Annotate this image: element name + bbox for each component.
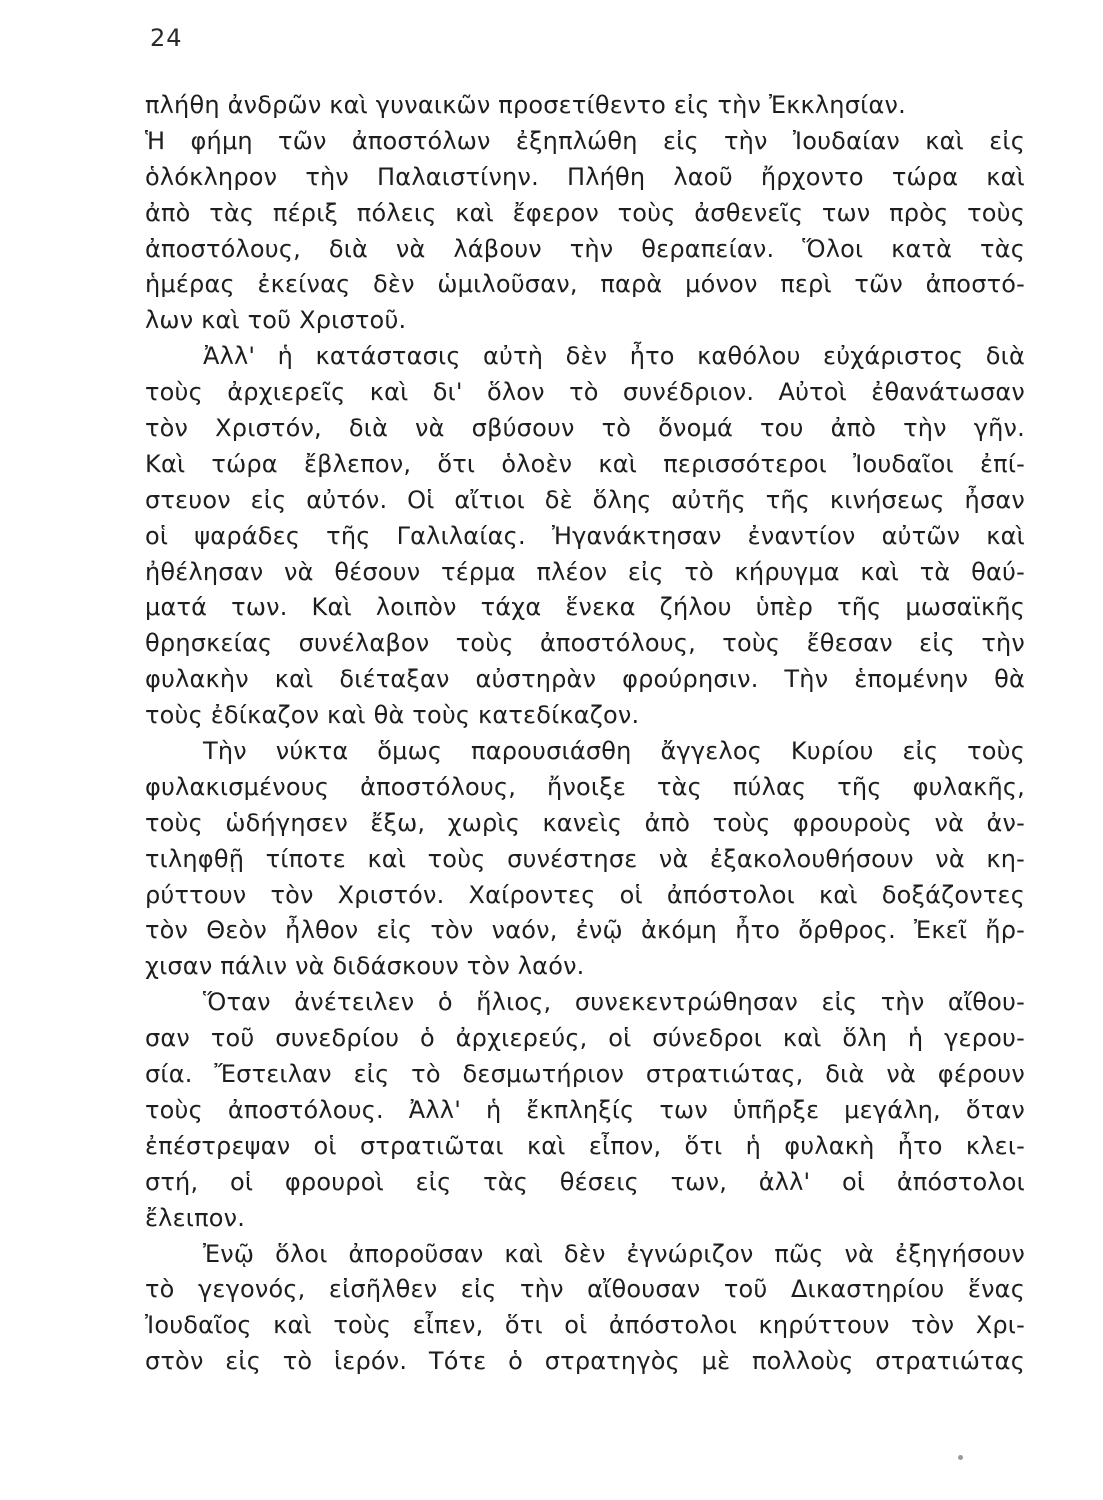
text-line: Ἡ φήμη τῶν ἀποστόλων ἐξηπλώθη εἰς τὴν Ἰουδαίαν καὶ εἰς — [145, 126, 1025, 155]
text-line: ἠθέλησαν νὰ θέσουν τέρμα πλέον εἰς τὸ κήρυγμα καὶ τὰ θαύ- — [145, 557, 1025, 586]
text-line: στή, οἱ φρουροὶ εἰς τὰς θέσεις των, ἀλλ' οἱ ἀπόστολοι — [145, 1167, 1025, 1196]
text-line: τοὺς ὡδήγησεν ἔξω, χωρὶς κανεὶς ἀπὸ τοὺς φρουροὺς νὰ ἀν- — [145, 808, 1025, 837]
text-line: τὸ γεγονός, εἰσῆλθεν εἰς τὴν αἴθουσαν τοῦ Δικαστηρίου ἕνας — [145, 1275, 1025, 1304]
text-line: φυλακὴν καὶ διέταξαν αὐστηρὰν φρούρησιν. Τὴν ἑπομένην θὰ — [145, 665, 1025, 694]
print-speck — [958, 1455, 963, 1460]
page-number: 24 — [150, 24, 183, 52]
text-line: Τὴν νύκτα ὅμως παρουσιάσθη ἄγγελος Κυρίου εἰς τοὺς — [203, 737, 1025, 766]
text-line: τοὺς ἐδίκαζον καὶ θὰ τοὺς κατεδίκαζον. — [145, 701, 640, 730]
text-line: τοὺς ἀρχιερεῖς καὶ δι' ὅλον τὸ συνέδριον. Αὐτοὶ ἐθανάτωσαν — [145, 378, 1025, 407]
text-line: ἀπὸ τὰς πέριξ πόλεις καὶ ἔφερον τοὺς ἀσθενεῖς των πρὸς τοὺς — [145, 198, 1025, 227]
text-line: σαν τοῦ συνεδρίου ὁ ἀρχιερεύς, οἱ σύνεδροι καὶ ὅλη ἡ γερου- — [145, 1024, 1025, 1053]
text-line: χισαν πάλιν νὰ διδάσκουν τὸν λαόν. — [145, 952, 585, 981]
text-line: στὸν εἰς τὸ ἱερόν. Τότε ὁ στρατηγὸς μὲ πολλοὺς στρατιώτας — [145, 1347, 1025, 1376]
body-text — [145, 88, 1025, 1380]
text-line: στευον εἰς αὐτόν. Οἱ αἴτιοι δὲ ὅλης αὐτῆς τῆς κινήσεως ἦσαν — [145, 485, 1025, 514]
text-line: τὸν Χριστόν, διὰ νὰ σβύσουν τὸ ὄνομά του ἀπὸ τὴν γῆν. — [145, 414, 1025, 443]
text-line: ἔλειπον. — [145, 1203, 246, 1232]
text-line: πλήθη ἀνδρῶν καὶ γυναικῶν προσετίθεντο εἰς τὴν Ἐκκλησίαν. — [145, 91, 906, 119]
text-line: Ὅταν ἀνέτειλεν ὁ ἥλιος, συνεκεντρώθησαν εἰς τὴν αἴθου- — [203, 988, 1025, 1017]
text-line: φυλακισμένους ἀποστόλους, ἤνοιξε τὰς πύλας τῆς φυλακῆς, — [145, 772, 1025, 801]
text-line: λων καὶ τοῦ Χριστοῦ. — [145, 306, 407, 335]
text-line: ἡμέρας ἐκείνας δὲν ὡμιλοῦσαν, παρὰ μόνον περὶ τῶν ἀποστό- — [145, 270, 1025, 299]
text-line: Ἰουδαῖος καὶ τοὺς εἶπεν, ὅτι οἱ ἀπόστολοι κηρύττουν τὸν Χρι- — [145, 1311, 1025, 1340]
text-line: Ἀλλ' ἡ κατάστασις αὐτὴ δὲν ἦτο καθόλου εὐχάριστος διὰ — [203, 342, 1025, 371]
text-line: ἐπέστρεψαν οἱ στρατιῶται καὶ εἶπον, ὅτι ἡ φυλακὴ ἦτο κλει- — [145, 1131, 1025, 1160]
text-line: ὁλόκληρον τὴν Παλαιστίνην. Πλήθη λαοῦ ἤρχοντο τώρα καὶ — [145, 162, 1025, 191]
text-line: τὸν Θεὸν ἦλθον εἰς τὸν ναόν, ἐνῷ ἀκόμη ἦτο ὄρθρος. Ἐκεῖ ἤρ- — [145, 916, 1025, 945]
text-line: τοὺς ἀποστόλους. Ἀλλ' ἡ ἔκπληξίς των ὑπῆρξε μεγάλη, ὅταν — [145, 1095, 1025, 1124]
text-line: ἀποστόλους, διὰ νὰ λάβουν τὴν θεραπείαν. Ὅλοι κατὰ τὰς — [145, 234, 1025, 263]
text-line: ρύττουν τὸν Χριστόν. Χαίροντες οἱ ἀπόστολοι καὶ δοξάζοντες — [145, 880, 1025, 909]
text-line: σία. Ἔστειλαν εἰς τὸ δεσμωτήριον στρατιώτας, διὰ νὰ φέρουν — [145, 1060, 1025, 1089]
text-line: Καὶ τώρα ἔβλεπον, ὅτι ὁλοὲν καὶ περισσότεροι Ἰουδαῖοι ἐπί- — [145, 449, 1025, 478]
text-line: θρησκείας συνέλαβον τοὺς ἀποστόλους, τοὺς ἔθεσαν εἰς τὴν — [145, 629, 1025, 658]
text-line: οἱ ψαράδες τῆς Γαλιλαίας. Ἠγανάκτησαν ἐναντίον αὐτῶν καὶ — [145, 521, 1025, 550]
text-line: Ἐνῷ ὅλοι ἀποροῦσαν καὶ δὲν ἐγνώριζον πῶς νὰ ἐξηγήσουν — [203, 1239, 1025, 1268]
text-line: τιληφθῇ τίποτε καὶ τοὺς συνέστησε νὰ ἐξακολουθήσουν νὰ κη- — [145, 844, 1025, 873]
text-line: ματά των. Καὶ λοιπὸν τάχα ἕνεκα ζήλου ὑπὲρ τῆς μωσαϊκῆς — [145, 593, 1025, 622]
